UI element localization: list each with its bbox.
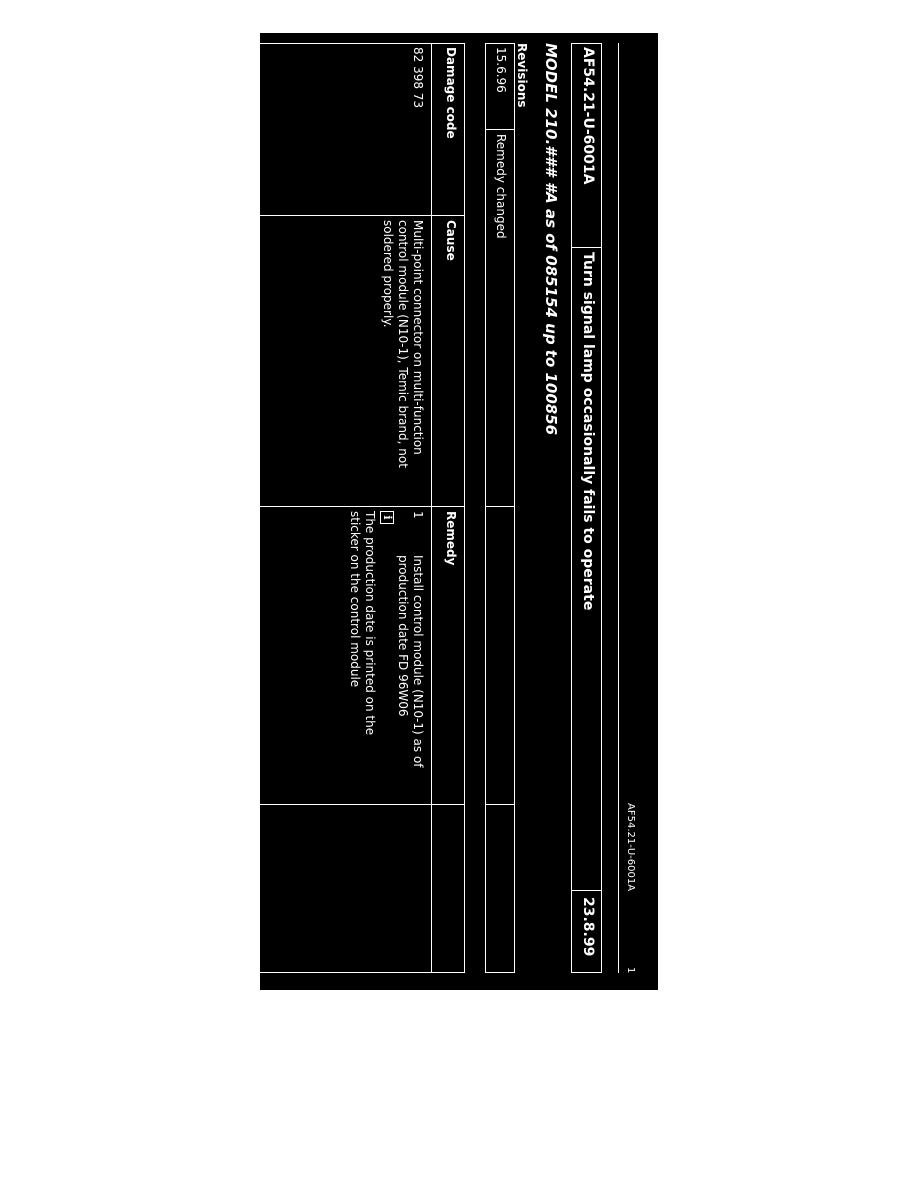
remedy-line-2: production date FD 96W06 <box>396 555 410 717</box>
model-line: MODEL 210.### #A as of 085154 up to 100856 <box>542 43 560 436</box>
main-table <box>260 43 465 973</box>
revisions-divider-2 <box>485 506 515 507</box>
title-divider-2 <box>571 890 602 891</box>
cause-line-3: soldered properly. <box>381 220 395 328</box>
main-table-header-rule <box>431 43 432 973</box>
header-remedy: Remedy <box>444 511 458 566</box>
remedy-line-1: Install control module (N10-1) as of <box>411 555 425 768</box>
remedy-step-number: 1 <box>411 511 425 519</box>
note-line-2: sticker on the control module <box>348 511 362 688</box>
document-code: AF54.21-U-6001A <box>580 47 596 185</box>
document-date: 23.8.99 <box>580 897 596 957</box>
header-damage-code: Damage code <box>444 47 458 139</box>
rotated-document <box>260 33 658 990</box>
info-icon: i <box>380 511 394 524</box>
damage-code-value: 82 398 73 <box>411 47 425 109</box>
document-title: Turn signal lamp occasionally fails to operate <box>580 252 596 611</box>
revision-date: 15.6.96 <box>494 47 508 93</box>
header-doc-id: AF54.21-U-6001A <box>625 803 636 892</box>
main-table-col-divider-3 <box>260 804 465 805</box>
cause-line-2: control module (N10-1), Temic brand, not <box>396 220 410 468</box>
header-cause: Cause <box>444 220 458 261</box>
title-divider-1 <box>571 247 602 248</box>
main-table-col-divider-2 <box>260 506 465 507</box>
cause-line-1: Multi-point connector on multi-function <box>411 220 425 455</box>
revisions-divider-1 <box>485 129 515 130</box>
page-number: 1 <box>625 967 636 974</box>
revisions-heading: Revisions <box>515 43 529 108</box>
revision-text: Remedy changed <box>494 134 508 239</box>
note-line-1: The production date is printed on the <box>363 511 377 736</box>
main-table-col-divider-1 <box>260 215 465 216</box>
scanned-page <box>260 33 658 990</box>
header-rule <box>618 43 619 973</box>
revisions-divider-3 <box>485 804 515 805</box>
